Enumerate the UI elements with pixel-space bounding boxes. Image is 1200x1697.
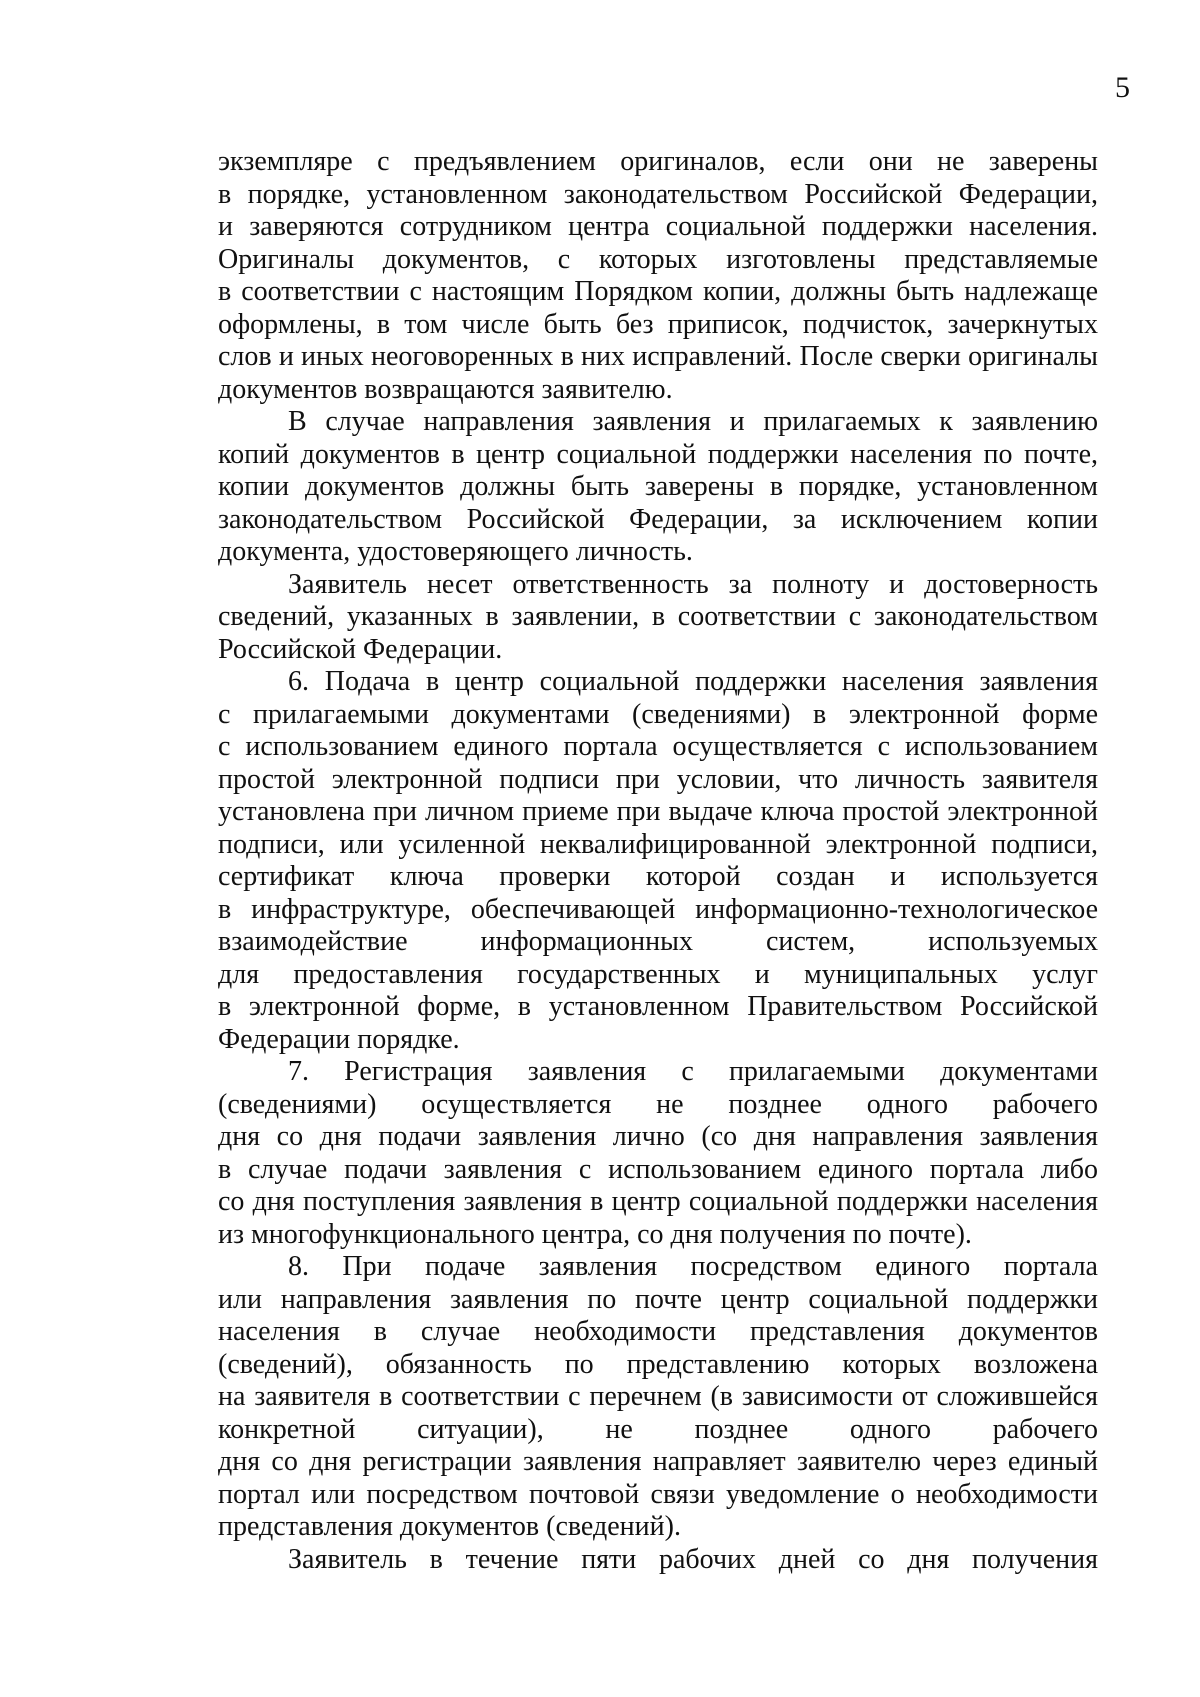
text-line: в случае подачи заявления с использованием единого портала либо (218, 1153, 1098, 1185)
text-line: с прилагаемыми документами (сведениями) в электронной форме (218, 698, 1098, 730)
text-line: простой электронной подписи при условии, что личность заявителя (218, 763, 1098, 795)
text-line: в электронной форме, в установленном Правительством Российской (218, 991, 1098, 1022)
text-line: документа, удостоверяющего личность. (218, 536, 693, 567)
text-line: населения в случае необходимости представления документов (218, 1316, 1098, 1347)
text-line: Заявитель несет ответственность за полноту и достоверность (288, 568, 1098, 600)
text-line: со дня поступления заявления в центр социальной поддержки населения (218, 1186, 1098, 1217)
text-line: дня со дня регистрации заявления направляет заявителю через единый (218, 1446, 1098, 1477)
text-line: представления документов (сведений). (218, 1511, 681, 1542)
text-line: Федерации порядке. (218, 1023, 460, 1055)
text-line: сведений, указанных в заявлении, в соответствии с законодательством (218, 601, 1098, 632)
text-line: для предоставления государственных и муниципальных услуг (218, 958, 1098, 990)
text-line: из многофункционального центра, со дня получения по почте). (218, 1218, 972, 1250)
text-line: подписи, или усиленной неквалифицированной электронной подписи, (218, 828, 1098, 860)
text-line: (сведений), обязанность по представлению которых возложена (218, 1348, 1098, 1380)
text-line: копии документов должны быть заверены в порядке, установленном (218, 471, 1098, 502)
text-line: взаимодействие информационных систем, используемых (218, 926, 1098, 957)
text-line: в инфраструктуре, обеспечивающей информационно-технологическое (218, 893, 1098, 925)
paragraph (218, 146, 1098, 406)
page-number: 5 (1115, 71, 1130, 104)
text-line: оформлены, в том числе быть без приписок, подчисток, зачеркнутых (218, 308, 1098, 340)
text-line: сертификат ключа проверки которой создан и используется (218, 861, 1098, 892)
text-line: портал или посредством почтовой связи уведомление о необходимости (218, 1478, 1098, 1510)
text-line: конкретной ситуации), не позднее одного рабочего (218, 1413, 1098, 1445)
paragraph (218, 406, 1098, 569)
paragraph (218, 666, 1098, 1056)
text-line: с использованием единого портала осуществляется с использованием (218, 731, 1098, 762)
text-line: 6. Подача в центр социальной поддержки населения заявления (288, 666, 1098, 697)
text-line: В случае направления заявления и прилагаемых к заявлению (288, 406, 1098, 437)
text-line: в порядке, установленном законодательством Российской Федерации, (218, 178, 1098, 210)
text-line: документов возвращаются заявителю. (218, 373, 673, 405)
paragraph (218, 1056, 1098, 1251)
text-line: Российской Федерации. (218, 633, 503, 665)
document-body (218, 146, 1098, 1576)
text-line: или направления заявления по почте центр социальной поддержки (218, 1283, 1098, 1315)
text-line: законодательством Российской Федерации, за исключением копии (218, 503, 1098, 535)
text-line: в соответствии с настоящим Порядком копии, должны быть надлежаще (218, 276, 1098, 307)
text-line: дня со дня подачи заявления лично (со дня направления заявления (218, 1121, 1098, 1152)
text-line: слов и иных неоговоренных в них исправлений. После сверки оригиналы (218, 341, 1098, 372)
text-line: 7. Регистрация заявления с прилагаемыми документами (288, 1056, 1098, 1087)
text-line: экземпляре с предъявлением оригиналов, если они не заверены (218, 146, 1098, 177)
text-line: установлена при личном приеме при выдаче ключа простой электронной (218, 796, 1098, 827)
text-line: и заверяются сотрудником центра социальной поддержки населения. (218, 211, 1098, 242)
paragraph (218, 569, 1098, 667)
text-line: на заявителя в соответствии с перечнем (в зависимости от сложившейся (218, 1381, 1098, 1412)
text-line: Оригиналы документов, с которых изготовлены представляемые (218, 243, 1098, 275)
text-line: копий документов в центр социальной поддержки населения по почте, (218, 438, 1098, 470)
paragraph (218, 1251, 1098, 1544)
text-line: Заявитель в течение пяти рабочих дней со дня получения (288, 1543, 1098, 1575)
text-line: (сведениями) осуществляется не позднее одного рабочего (218, 1088, 1098, 1120)
text-line: 8. При подаче заявления посредством единого портала (288, 1251, 1098, 1282)
paragraph (218, 1544, 1098, 1577)
